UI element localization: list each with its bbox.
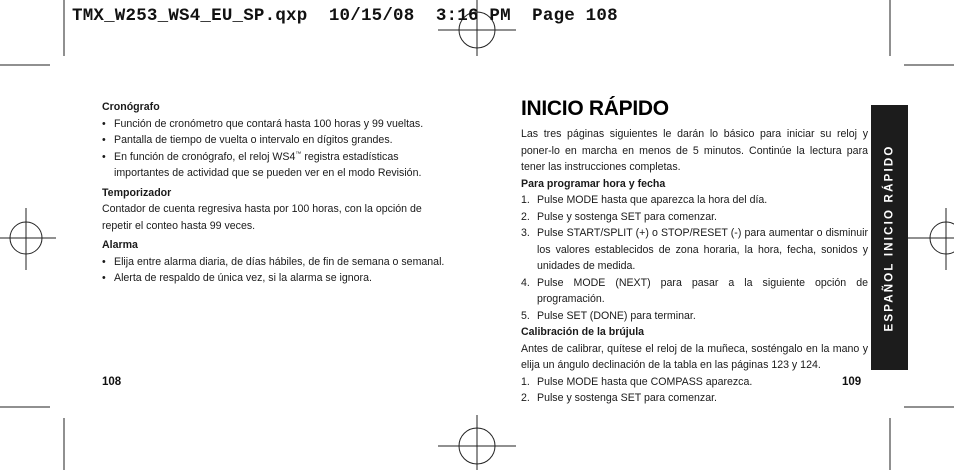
alarm-heading: Alarma (102, 239, 138, 251)
list-item (521, 275, 868, 308)
page-number-right: 109 (842, 376, 862, 388)
timer-paragraph: Contador de cuenta regresiva hasta por 100 horas, con la opción de repetir el conteo hasta 99 veces. (102, 203, 422, 232)
list-item: • Función de cronómetro que contará hasta 100 horas y 99 vueltas. (102, 116, 450, 133)
list-item: • Elija entre alarma diaria, de días hábiles, de fin de semana o semanal. (102, 254, 450, 271)
section-side-tab (871, 105, 908, 370)
page-title: INICIO RÁPIDO (521, 97, 669, 120)
trademark-symbol: ™ (295, 150, 302, 157)
step-text: Pulse SET (DONE) para terminar. (537, 309, 696, 322)
step-text: Pulse y sostenga SET para comenzar. (537, 210, 717, 223)
step-number: 1. (521, 194, 530, 206)
setup-heading: Para programar hora y fecha (521, 177, 666, 190)
step-number: 5. (521, 309, 530, 322)
right-page-column (521, 96, 868, 407)
compass-steps (521, 374, 868, 407)
left-page-column (102, 99, 450, 287)
chrono-heading: Cronógrafo (102, 101, 160, 113)
step-number: 2. (521, 392, 530, 404)
page-number-left: 108 (102, 376, 122, 388)
side-tab-label: ESPAÑOL INICIO RÁPIDO (883, 144, 896, 331)
step-number: 3. (521, 227, 530, 239)
print-slug: TMX_W253_WS4_EU_SP.qxp 10/15/08 3:16 PM Page 108 (72, 6, 618, 26)
step-number: 2. (521, 210, 530, 223)
compass-paragraph: Antes de calibrar, quítese el reloj de la muñeca, sosténgalo en la mano y elija un ángulo declinación de la tabla en las páginas 123 y 124. (521, 342, 868, 371)
step-number: 1. (521, 375, 530, 388)
timer-heading: Temporizador (102, 186, 172, 199)
list-item (521, 225, 868, 275)
setup-steps (521, 192, 868, 324)
list-item: • Pantalla de tiempo de vuelta o intervalo en dígitos grandes. (102, 132, 450, 149)
chrono-bullets (102, 116, 450, 182)
list-item: • Alerta de respaldo de única vez, si la alarma se ignora. (102, 270, 450, 287)
step-text: Pulse MODE hasta que COMPASS aparezca. (537, 375, 753, 388)
compass-heading: Calibración de la brújula (521, 326, 645, 338)
list-item (521, 192, 868, 209)
registration-target-left (0, 208, 56, 270)
list-item-text: En función de cronógrafo, el reloj WS4 (114, 150, 296, 163)
step-text: Pulse MODE hasta que aparezca la hora del día. (537, 194, 768, 206)
registration-target-right (908, 208, 954, 270)
step-text: Pulse y sostenga SET para comenzar. (537, 392, 717, 404)
list-item-text: registra estadísticas importantes de actividad que se pueden ver en el modo Revisión. (114, 150, 422, 179)
list-item (521, 308, 868, 325)
registration-target-bottom (438, 415, 516, 470)
step-text: Pulse MODE (NEXT) para pasar a la siguiente opción de programación. (537, 276, 868, 305)
list-item (102, 149, 450, 182)
intro-paragraph: Las tres páginas siguientes le darán lo básico para iniciar su reloj y poner-lo en marcha en menos de 5 minutos. Continúe la lectura para tener las instrucciones completas. (521, 128, 868, 173)
list-item (521, 374, 868, 391)
alarm-bullets (102, 254, 450, 287)
list-item (521, 209, 868, 226)
step-number: 4. (521, 276, 530, 289)
step-text: Pulse START/SPLIT (+) o STOP/RESET (-) para aumentar o disminuir los valores establecidos de zona horaria, la hora, fecha, sonidos y unidades de medida. (537, 227, 868, 272)
list-item (521, 390, 868, 407)
